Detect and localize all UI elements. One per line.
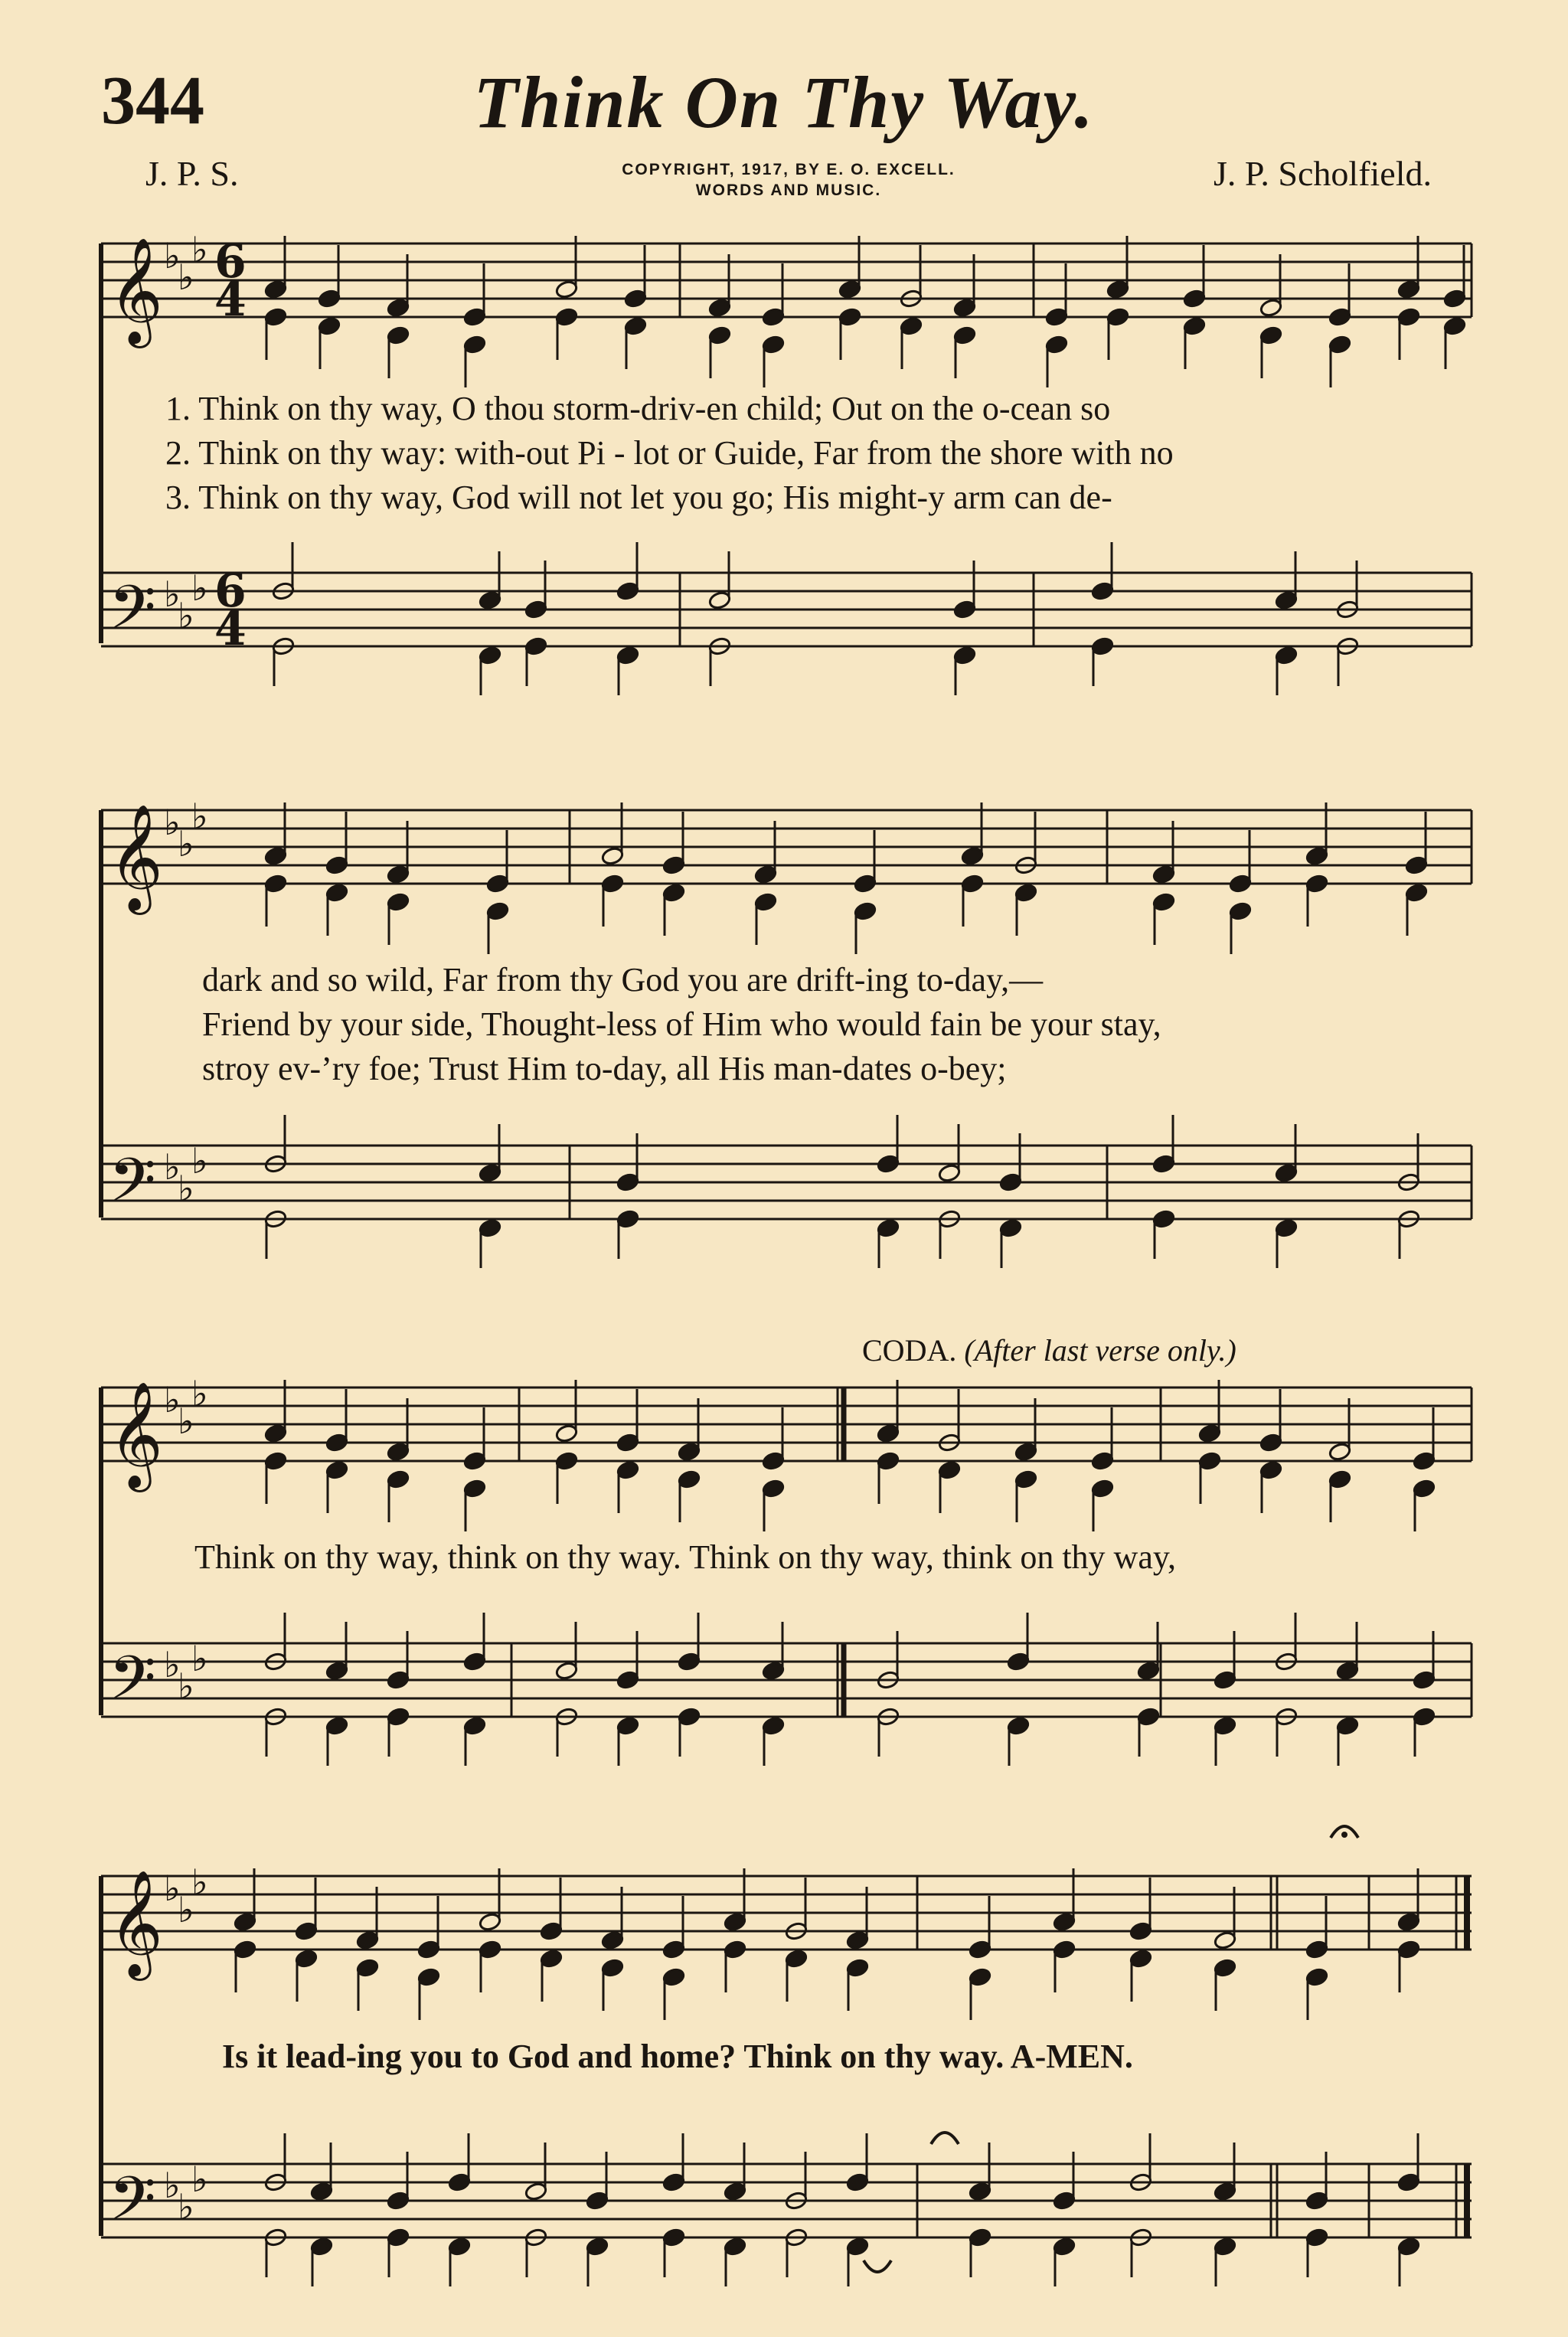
copyright-line-2: WORDS AND MUSIC.: [695, 181, 882, 199]
svg-text:♭: ♭: [164, 1644, 181, 1685]
treble-clef-icon: 𝄞: [109, 804, 163, 910]
verse-2-line-2: Friend by your side, Thought-less of Him who would fain be your stay,: [202, 1005, 1161, 1043]
svg-text:♭: ♭: [191, 1638, 208, 1679]
svg-text:4: 4: [214, 273, 247, 327]
fermata-icon: [864, 2260, 891, 2272]
verse-1-line-1: 1. Think on thy way, O thou storm-driv-en child; Out on the o-cean so: [165, 390, 1111, 427]
svg-text:♭: ♭: [178, 1401, 194, 1442]
svg-text:♭: ♭: [164, 1868, 181, 1909]
fermata-icon: [931, 2133, 959, 2144]
treble-staff-1: [101, 244, 1472, 317]
treble-clef-icon: 𝄞: [109, 1870, 163, 1976]
svg-text:6: 6: [214, 235, 247, 289]
hymn-title: Think On Thy Way.: [473, 61, 1095, 143]
svg-text:♭: ♭: [178, 2186, 194, 2228]
svg-text:♭: ♭: [164, 235, 181, 276]
svg-text:♭: ♭: [191, 796, 208, 837]
verse-3-line-1: 3. Think on thy way, God will not let you go; His might-y arm can de-: [165, 479, 1112, 516]
svg-text:♭: ♭: [164, 2165, 181, 2206]
copyright-line-1: COPYRIGHT, 1917, BY E. O. EXCELL.: [622, 161, 956, 178]
hymn-number: 344: [101, 63, 204, 139]
svg-text:♭: ♭: [164, 574, 181, 615]
verse-2-line-1: 2. Think on thy way: with-out Pi - lot or Guide, Far from the shore with no: [165, 434, 1174, 472]
svg-text:♭: ♭: [191, 2159, 208, 2200]
composer-credit: J. P. Scholfield.: [1214, 154, 1432, 193]
verse-1-line-2: dark and so wild, Far from thy God you are drift-ing to-day,—: [202, 961, 1044, 999]
coda-marking: [862, 1332, 1236, 1368]
svg-text:♭: ♭: [178, 595, 194, 636]
svg-text:♭: ♭: [191, 1140, 208, 1182]
svg-text:4: 4: [214, 603, 247, 656]
svg-text:♭: ♭: [191, 567, 208, 609]
coda-instruction: (After last verse only.): [964, 1333, 1236, 1368]
bass-clef-icon: 𝄢: [109, 572, 156, 658]
svg-text:♭: ♭: [191, 1861, 208, 1903]
coda-label: CODA.: [862, 1333, 957, 1368]
bass-clef-icon: 𝄢: [109, 1642, 156, 1728]
svg-text:♭: ♭: [191, 229, 208, 270]
svg-text:♭: ♭: [164, 1146, 181, 1188]
key-signature-flats: [164, 229, 208, 2228]
lyricist-credit: J. P. S.: [145, 154, 239, 193]
bass-clef-icon: 𝄢: [109, 1145, 156, 1231]
final-lyrics: Is it lead-ing you to God and home? Think on thy way. A-MEN.: [222, 2038, 1133, 2075]
svg-text:♭: ♭: [178, 1889, 194, 1930]
svg-text:♭: ♭: [178, 1168, 194, 1209]
bass-clef-icon: 𝄢: [109, 2163, 156, 2249]
bass-staff-3: [101, 1643, 1472, 1717]
treble-staff-2: [101, 810, 1472, 884]
svg-text:♭: ♭: [178, 1665, 194, 1707]
svg-text:♭: ♭: [164, 1379, 181, 1420]
treble-clef-icon: 𝄞: [109, 1381, 163, 1488]
svg-text:6: 6: [214, 564, 247, 618]
svg-text:♭: ♭: [164, 802, 181, 843]
note-heads: [234, 236, 1467, 2286]
bass-staff-1: [101, 573, 1472, 646]
bass-staff-2: [101, 1146, 1472, 1219]
svg-text:♭: ♭: [191, 1373, 208, 1414]
treble-clef-icon: 𝄞: [109, 237, 163, 344]
refrain-lyrics: Think on thy way, think on thy way. Think on thy way, think on thy way,: [194, 1538, 1176, 1576]
svg-text:♭: ♭: [178, 257, 194, 298]
fermata-dot: [1341, 1832, 1348, 1838]
svg-text:♭: ♭: [178, 823, 194, 865]
verse-3-line-2: stroy ev-’ry foe; Trust Him to-day, all His man-dates o-bey;: [202, 1050, 1007, 1087]
